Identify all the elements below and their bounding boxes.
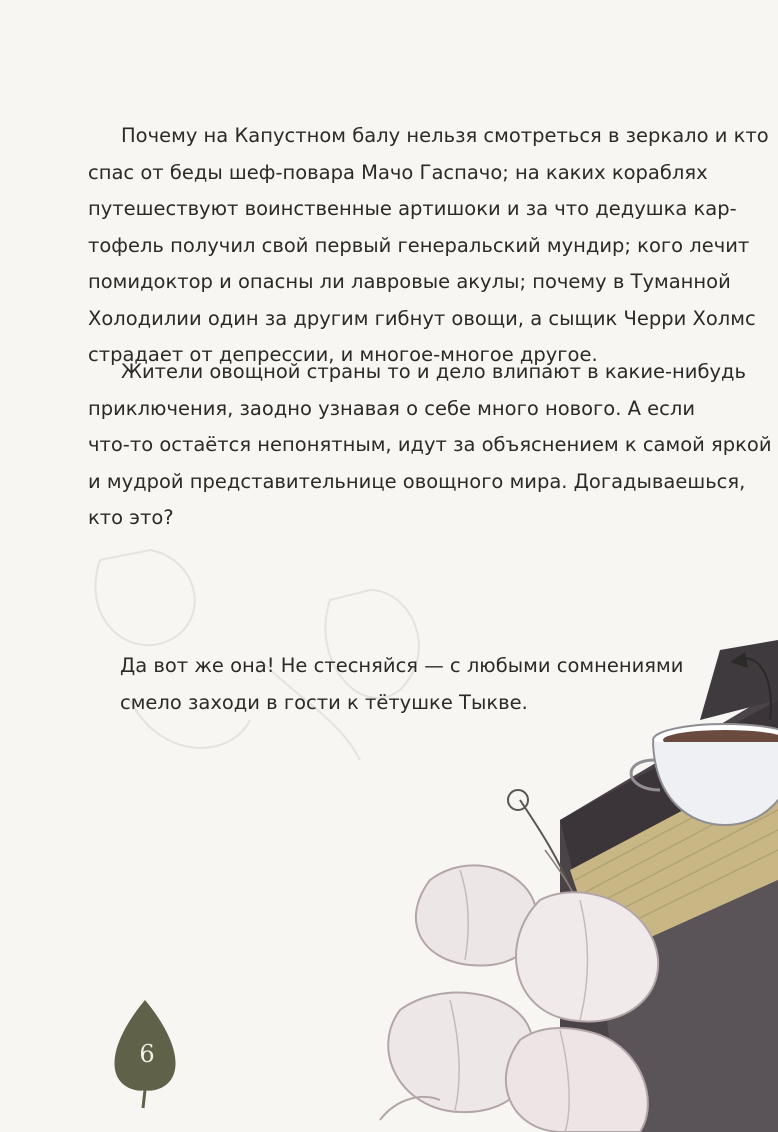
text-line: страдает от депрессии, и многое-многое другое. — [88, 343, 598, 366]
text-line: смело заходи в гости к тётушке Тыкве. — [120, 690, 528, 714]
text-line: Да вот же она! Не стесняйся — с любыми сомнениями — [120, 654, 684, 677]
text-line: спас от беды шеф-повара Мачо Гаспачо; на каких кораблях — [88, 160, 708, 184]
text-line: помидоктор и опасны ли лавровые акулы; почему в Туманной — [88, 270, 731, 293]
text-line: кто это? — [88, 506, 174, 529]
text-line: Почему на Капустном балу нельзя смотреться в зеркало и кто — [121, 124, 769, 147]
text-line: путешествуют воинственные артишоки и за что дедушка кар- — [88, 197, 737, 220]
text-line: тофель получил свой первый генеральский мундир; кого лечит — [88, 233, 750, 257]
text-line: Жители овощной страны то и дело влипают в какие-нибудь — [121, 360, 746, 383]
text-line: Холодилии один за другим гибнут овощи, а сыщик Черри Холмс — [88, 306, 756, 330]
text-line: и мудрой представительнице овощного мира. Догадываешься, — [88, 469, 746, 493]
text-line: что-то остаётся непонятным, идут за объяснением к самой яркой — [88, 433, 772, 456]
text-line: приключения, заодно узнавая о себе много нового. А если — [88, 396, 696, 420]
page-number: 6 — [139, 1040, 155, 1068]
